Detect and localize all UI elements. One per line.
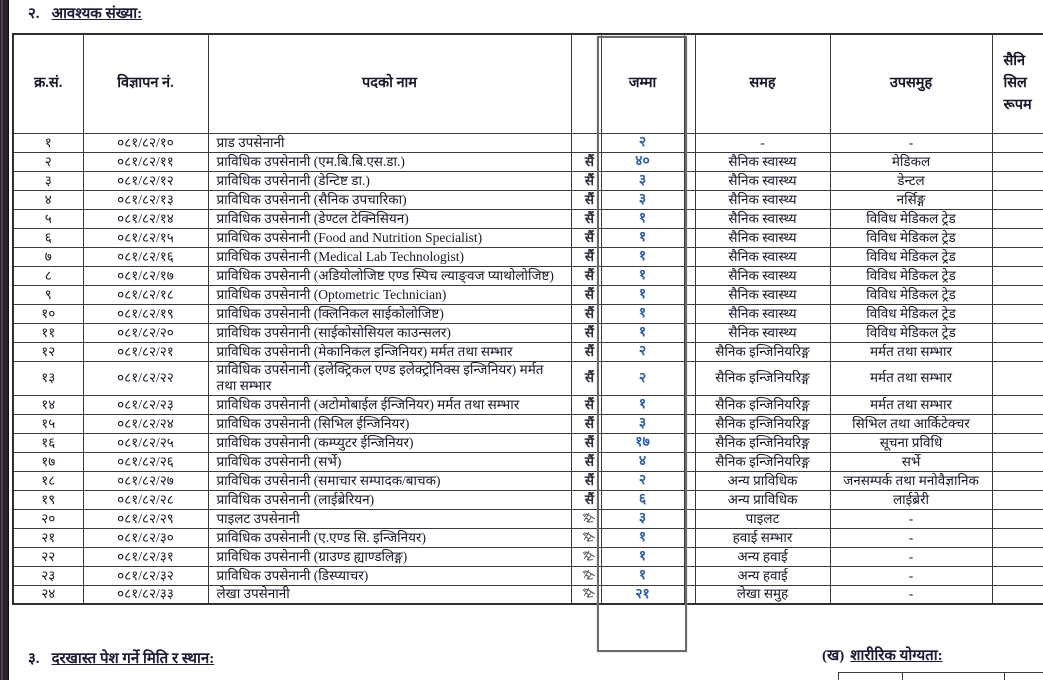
total-cell: १ <box>601 210 684 229</box>
serial-cell: ७ <box>13 248 83 267</box>
right-cell <box>992 452 1043 471</box>
total-cell: १ <box>601 547 684 566</box>
serial-cell: १७ <box>13 452 83 471</box>
subgroup-cell: लाईब्रेरी <box>830 490 992 509</box>
subgroup-cell: मर्मत तथा सम्भार <box>830 395 992 414</box>
subgroup-cell: विविध मेडिकल ट्रेड <box>830 267 992 286</box>
group-cell: अन्य प्राविधिक <box>695 490 830 509</box>
subgroup-cell: नर्सिङ्ग <box>830 191 992 210</box>
serial-cell: २ <box>13 153 83 172</box>
header-advert-number: विज्ञापन नं. <box>83 34 208 134</box>
required-number-table <box>12 33 1043 605</box>
right-cell <box>992 490 1043 509</box>
post-cell: प्राविधिक उपसेनानी (लाईब्रेरियन) <box>208 490 571 509</box>
right-cell <box>992 343 1043 362</box>
table-header-row <box>13 34 1043 134</box>
section-title: शारीरिक योग्यता: <box>850 648 943 664</box>
table-row <box>13 267 1043 286</box>
edge-cell: सै <box>571 547 601 566</box>
header-serial-number: क्र.सं. <box>13 34 83 134</box>
right-cell <box>992 414 1043 433</box>
right-cell <box>992 172 1043 191</box>
subgroup-cell: मर्मत तथा सम्भार <box>830 362 992 396</box>
edge-cell: सैं <box>571 153 601 172</box>
group-cell: सैनिक स्वास्थ्य <box>695 191 830 210</box>
subgroup-cell: सर्भे <box>830 452 992 471</box>
edge-cell: सैं <box>571 362 601 396</box>
post-cell: प्राविधिक उपसेनानी (सैनिक उपचारिका) <box>208 191 571 210</box>
group-cell: सैनिक स्वास्थ्य <box>695 324 830 343</box>
table-row <box>13 490 1043 509</box>
total-cell: १ <box>601 229 684 248</box>
subgroup-cell: विविध मेडिकल ट्रेड <box>830 210 992 229</box>
header-total: जम्मा <box>601 34 684 134</box>
group-cell: सैनिक इन्जिनियरिङ्ग <box>695 395 830 414</box>
advert-cell: ०८१/८२/१४ <box>83 210 208 229</box>
right-cell <box>992 134 1043 153</box>
section-number: ३. <box>28 651 40 667</box>
table-row <box>13 414 1043 433</box>
subgroup-cell: जनसम्पर्क तथा मनोवैज्ञानिक <box>830 471 992 490</box>
edge-cell: सैं <box>571 414 601 433</box>
advert-cell: ०८१/८२/२१ <box>83 343 208 362</box>
serial-cell: १९ <box>13 490 83 509</box>
gap-cell <box>684 324 695 343</box>
group-cell: - <box>695 134 830 153</box>
edge-cell: सैं <box>571 452 601 471</box>
table-row <box>13 229 1043 248</box>
right-cell <box>992 547 1043 566</box>
group-cell: सैनिक इन्जिनियरिङ्ग <box>695 452 830 471</box>
edge-cell: सै <box>571 528 601 547</box>
right-cell <box>992 566 1043 585</box>
group-cell: सैनिक इन्जिनियरिङ्ग <box>695 362 830 396</box>
table-row <box>13 286 1043 305</box>
group-cell: सैनिक स्वास्थ्य <box>695 210 830 229</box>
advert-cell: ०८१/८२/३० <box>83 528 208 547</box>
advert-cell: ०८१/८२/२० <box>83 324 208 343</box>
post-cell: प्राविधिक उपसेनानी (ए.एण्ड सि. इन्जिनियर) <box>208 528 571 547</box>
post-cell: प्राविधिक उपसेनानी (इलेक्ट्रिकल एण्ड इलेक्ट्रोनिक्स इन्जिनियर) मर्मत तथा सम्भार <box>208 362 571 396</box>
post-cell: पाइलट उपसेनानी <box>208 509 571 528</box>
advert-cell: ०८१/८२/२८ <box>83 490 208 509</box>
right-cell <box>992 324 1043 343</box>
serial-cell: ३ <box>13 172 83 191</box>
group-cell: अन्य हवाई <box>695 566 830 585</box>
subgroup-cell: विविध मेडिकल ट्रेड <box>830 248 992 267</box>
total-cell: १ <box>601 286 684 305</box>
total-cell: २ <box>601 362 684 396</box>
serial-cell: १ <box>13 134 83 153</box>
total-cell: ३ <box>601 509 684 528</box>
table-row <box>13 343 1043 362</box>
group-cell: पाइलट <box>695 509 830 528</box>
right-cell <box>992 191 1043 210</box>
section-title: दरखास्त पेश गर्ने मिति र स्थान: <box>51 651 215 667</box>
serial-cell: १० <box>13 305 83 324</box>
advert-cell: ०८१/८२/१६ <box>83 248 208 267</box>
gap-cell <box>684 585 695 604</box>
edge-cell: सैं <box>571 324 601 343</box>
serial-cell: ४ <box>13 191 83 210</box>
header-group: समह <box>695 34 830 134</box>
table-row <box>13 153 1043 172</box>
group-cell: अन्य प्राविधिक <box>695 471 830 490</box>
header-right-clipped-column <box>992 34 1043 134</box>
table-row <box>13 433 1043 452</box>
gap-cell <box>684 566 695 585</box>
table-row <box>13 509 1043 528</box>
total-cell: ३ <box>601 191 684 210</box>
post-cell: प्राविधिक उपसेनानी (साईकोसोसियल काउन्सलर) <box>208 324 571 343</box>
right-cell <box>992 433 1043 452</box>
section-physical-qualification-heading <box>822 645 943 665</box>
gap-cell <box>684 414 695 433</box>
edge-cell: सैं <box>571 433 601 452</box>
subgroup-cell: - <box>830 566 992 585</box>
right-column-line3: रूपम <box>1003 96 1032 113</box>
gap-cell <box>684 286 695 305</box>
section-number: (ख) <box>822 648 845 664</box>
post-cell: प्राविधिक उपसेनानी (डेन्टिष्ट डा.) <box>208 172 571 191</box>
gap-cell <box>684 248 695 267</box>
post-cell: प्राविधिक उपसेनानी (क्लिनिकल साईकोलोजिष्ट) <box>208 305 571 324</box>
total-cell: १ <box>601 267 684 286</box>
post-cell: प्राविधिक उपसेनानी (डेण्टल टेक्निसियन) <box>208 210 571 229</box>
total-cell: २१ <box>601 585 684 604</box>
total-cell: १ <box>601 395 684 414</box>
table-row <box>13 528 1043 547</box>
gap-cell <box>684 210 695 229</box>
right-cell <box>992 528 1043 547</box>
advert-cell: ०८१/८२/२४ <box>83 414 208 433</box>
subgroup-cell: विविध मेडिकल ट्रेड <box>830 324 992 343</box>
group-cell: सैनिक स्वास्थ्य <box>695 248 830 267</box>
edge-cell: सैं <box>571 267 601 286</box>
serial-cell: १८ <box>13 471 83 490</box>
edge-cell: सै <box>571 585 601 604</box>
right-cell <box>992 210 1043 229</box>
serial-cell: ६ <box>13 229 83 248</box>
serial-cell: १५ <box>13 414 83 433</box>
total-cell: २ <box>601 471 684 490</box>
serial-cell: २१ <box>13 528 83 547</box>
header-gap-strip <box>684 34 695 134</box>
gap-cell <box>684 134 695 153</box>
total-cell: १ <box>601 305 684 324</box>
edge-cell: सैं <box>571 305 601 324</box>
group-cell: सैनिक स्वास्थ्य <box>695 267 830 286</box>
total-cell: १ <box>601 324 684 343</box>
advert-cell: ०८१/८२/२२ <box>83 362 208 396</box>
edge-cell <box>571 134 601 153</box>
table-row <box>13 134 1043 153</box>
table-row <box>13 566 1043 585</box>
table-row <box>13 585 1043 604</box>
gap-cell <box>684 433 695 452</box>
serial-cell: १६ <box>13 433 83 452</box>
subgroup-cell: - <box>830 547 992 566</box>
table-row <box>13 452 1043 471</box>
post-cell: प्राविधिक उपसेनानी (समाचार सम्पादक/बाचक) <box>208 471 571 490</box>
right-cell <box>992 248 1043 267</box>
group-cell: सैनिक इन्जिनियरिङ्ग <box>695 414 830 433</box>
total-cell: १ <box>601 566 684 585</box>
section-application-heading <box>28 648 214 668</box>
edge-cell: सै <box>571 566 601 585</box>
right-column-line2: सिल <box>1003 75 1027 92</box>
edge-cell: सैं <box>571 191 601 210</box>
subgroup-cell: मेडिकल <box>830 153 992 172</box>
serial-cell: २२ <box>13 547 83 566</box>
post-cell: प्राविधिक उपसेनानी (सिभिल ईन्जिनियर) <box>208 414 571 433</box>
post-cell: प्राविधिक उपसेनानी (Medical Lab Technologist) <box>208 248 571 267</box>
table-row <box>13 547 1043 566</box>
gap-cell <box>684 528 695 547</box>
table-row <box>13 191 1043 210</box>
post-cell: प्राविधिक उपसेनानी (कम्प्युटर ईन्जिनियर) <box>208 433 571 452</box>
total-cell: १७ <box>601 433 684 452</box>
edge-cell: सै <box>571 509 601 528</box>
gap-cell <box>684 362 695 396</box>
table-row <box>13 471 1043 490</box>
group-cell: सैनिक स्वास्थ्य <box>695 153 830 172</box>
advert-cell: ०८१/८२/२३ <box>83 395 208 414</box>
group-cell: हवाई सम्भार <box>695 528 830 547</box>
gap-cell <box>684 395 695 414</box>
gap-cell <box>684 471 695 490</box>
gap-cell <box>684 305 695 324</box>
right-cell <box>992 153 1043 172</box>
page-edge-shadow <box>0 0 9 680</box>
post-cell: प्राविधिक उपसेनानी (ग्राउण्ड ह्याण्डलिङ्ग) <box>208 547 571 566</box>
next-table-top-sliver <box>838 672 1043 680</box>
section-title: आवश्यक संख्या: <box>51 6 143 22</box>
table-row <box>13 172 1043 191</box>
edge-cell: सैं <box>571 286 601 305</box>
total-cell: १ <box>601 528 684 547</box>
subgroup-cell: डेन्टल <box>830 172 992 191</box>
edge-cell: सैं <box>571 172 601 191</box>
table-row <box>13 395 1043 414</box>
subgroup-cell: - <box>830 585 992 604</box>
gap-cell <box>684 153 695 172</box>
subgroup-cell: विविध मेडिकल ट्रेड <box>830 286 992 305</box>
advert-cell: ०८१/८२/३३ <box>83 585 208 604</box>
group-cell: अन्य हवाई <box>695 547 830 566</box>
total-cell: २ <box>601 343 684 362</box>
gap-cell <box>684 172 695 191</box>
edge-cell: सैं <box>571 471 601 490</box>
right-cell <box>992 509 1043 528</box>
right-cell <box>992 585 1043 604</box>
header-edge-strip <box>571 34 601 134</box>
group-cell: सैनिक स्वास्थ्य <box>695 229 830 248</box>
edge-cell: सैं <box>571 490 601 509</box>
advert-cell: ०८१/८२/१७ <box>83 267 208 286</box>
advert-cell: ०८१/८२/१३ <box>83 191 208 210</box>
subgroup-cell: - <box>830 528 992 547</box>
advert-cell: ०८१/८२/११ <box>83 153 208 172</box>
subgroup-cell: विविध मेडिकल ट्रेड <box>830 229 992 248</box>
right-cell <box>992 286 1043 305</box>
post-cell: प्राविधिक उपसेनानी (एम.बि.बि.एस.डा.) <box>208 153 571 172</box>
post-cell: प्राविधिक उपसेनानी (सर्भे) <box>208 452 571 471</box>
post-cell: प्राविधिक उपसेनानी (डिस्प्याचर) <box>208 566 571 585</box>
group-cell: लेखा समुह <box>695 585 830 604</box>
group-cell: सैनिक स्वास्थ्य <box>695 305 830 324</box>
subgroup-cell: सिभिल तथा आर्किटेक्चर <box>830 414 992 433</box>
serial-cell: ८ <box>13 267 83 286</box>
serial-cell: ११ <box>13 324 83 343</box>
total-cell: ३ <box>601 414 684 433</box>
group-cell: सैनिक इन्जिनियरिङ्ग <box>695 433 830 452</box>
serial-cell: १२ <box>13 343 83 362</box>
post-cell: लेखा उपसेनानी <box>208 585 571 604</box>
gap-cell <box>684 547 695 566</box>
table-row <box>13 324 1043 343</box>
advert-cell: ०८१/८२/३१ <box>83 547 208 566</box>
serial-cell: ५ <box>13 210 83 229</box>
gap-cell <box>684 191 695 210</box>
gap-cell <box>684 490 695 509</box>
post-cell: प्राविधिक उपसेनानी (Optometric Technician) <box>208 286 571 305</box>
total-cell: ३ <box>601 172 684 191</box>
right-cell <box>992 267 1043 286</box>
group-cell: सैनिक स्वास्थ्य <box>695 286 830 305</box>
advert-cell: ०८१/८२/१९ <box>83 305 208 324</box>
edge-cell: सैं <box>571 343 601 362</box>
table-body <box>13 134 1043 605</box>
advert-cell: ०८१/८२/२७ <box>83 471 208 490</box>
subgroup-cell: - <box>830 134 992 153</box>
gap-cell <box>684 267 695 286</box>
total-cell: ४० <box>601 153 684 172</box>
header-subgroup: उपसमुह <box>830 34 992 134</box>
advert-cell: ०८१/८२/२६ <box>83 452 208 471</box>
serial-cell: २० <box>13 509 83 528</box>
serial-cell: २४ <box>13 585 83 604</box>
right-column-line1: सैनि <box>1003 53 1026 70</box>
gap-cell <box>684 229 695 248</box>
table-row <box>13 305 1043 324</box>
subgroup-cell: - <box>830 509 992 528</box>
table-row <box>13 248 1043 267</box>
post-cell: प्राविधिक उपसेनानी (मेकानिकल इन्जिनियर) मर्मत तथा सम्भार <box>208 343 571 362</box>
advert-cell: ०८१/८२/३२ <box>83 566 208 585</box>
right-cell <box>992 305 1043 324</box>
edge-cell: सैं <box>571 210 601 229</box>
advert-cell: ०८१/८२/२५ <box>83 433 208 452</box>
gap-cell <box>684 452 695 471</box>
gap-cell <box>684 343 695 362</box>
subgroup-cell: मर्मत तथा सम्भार <box>830 343 992 362</box>
edge-cell: सैं <box>571 229 601 248</box>
right-cell <box>992 229 1043 248</box>
post-cell: प्राविधिक उपसेनानी (Food and Nutrition Specialist) <box>208 229 571 248</box>
serial-cell: १४ <box>13 395 83 414</box>
total-cell: ४ <box>601 452 684 471</box>
total-cell: २ <box>601 134 684 153</box>
right-cell <box>992 362 1043 396</box>
subgroup-cell: विविध मेडिकल ट्रेड <box>830 305 992 324</box>
gap-cell <box>684 509 695 528</box>
edge-cell: सैं <box>571 395 601 414</box>
subgroup-cell: सूचना प्रविधि <box>830 433 992 452</box>
group-cell: सैनिक इन्जिनियरिङ्ग <box>695 343 830 362</box>
total-cell: ६ <box>601 490 684 509</box>
edge-cell: सैं <box>571 248 601 267</box>
total-cell: १ <box>601 248 684 267</box>
post-cell: प्राड उपसेनानी <box>208 134 571 153</box>
table-row <box>13 362 1043 396</box>
section-required-number-heading <box>28 3 142 23</box>
header-post-name: पदको नाम <box>208 34 571 134</box>
section-number: २. <box>28 6 40 22</box>
right-cell <box>992 395 1043 414</box>
advert-cell: ०८१/८२/२९ <box>83 509 208 528</box>
post-cell: प्राविधिक उपसेनानी (अटोमोबाईल ईन्जिनियर) मर्मत तथा सम्भार <box>208 395 571 414</box>
table-row <box>13 210 1043 229</box>
serial-cell: ९ <box>13 286 83 305</box>
serial-cell: १३ <box>13 362 83 396</box>
right-cell <box>992 471 1043 490</box>
advert-cell: ०८१/८२/१० <box>83 134 208 153</box>
post-cell: प्राविधिक उपसेनानी (अडियोलोजिष्ट एण्ड स्पिच ल्याङ्वज प्याथोलोजिष्ट) <box>208 267 571 286</box>
group-cell: सैनिक स्वास्थ्य <box>695 172 830 191</box>
advert-cell: ०८१/८२/१२ <box>83 172 208 191</box>
advert-cell: ०८१/८२/१५ <box>83 229 208 248</box>
advert-cell: ०८१/८२/१८ <box>83 286 208 305</box>
serial-cell: २३ <box>13 566 83 585</box>
